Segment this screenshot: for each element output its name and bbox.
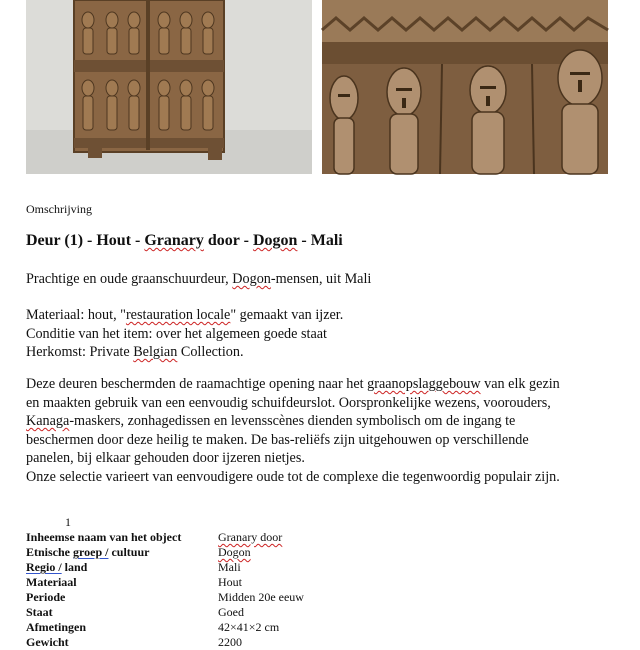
spec-key: Materiaal	[26, 575, 77, 589]
body-l1a: Deze deuren beschermden de raamachtige opening naar het	[26, 376, 368, 392]
spec-row	[26, 560, 304, 575]
spec-key: Regio / land	[26, 560, 88, 574]
intro-part2: Dogon	[232, 271, 271, 287]
title-part1: Deur (1) - Hout -	[26, 232, 145, 249]
body-line-4: beschermen door deze heilig te maken. De bas-reliëfs zijn uitgehouwen op verschillende	[26, 431, 529, 448]
spec-value: Goed	[218, 605, 244, 619]
section-label: Omschrijving	[26, 202, 92, 216]
page-title	[26, 230, 343, 252]
body-l3b: -maskers, zonhagedissen en levensscènes dienden symbolisch om de ingang te	[69, 413, 516, 429]
spec-value: Mali	[218, 560, 241, 574]
spec-value: Hout	[218, 575, 242, 589]
spec-key: Afmetingen	[26, 620, 86, 634]
spec-value: Midden 20e eeuw	[218, 590, 304, 604]
intro-paragraph	[26, 270, 616, 289]
meta-paragraph	[26, 306, 616, 362]
material-c: " gemaakt van ijzer.	[230, 307, 344, 323]
spec-value: 42×41×2 cm	[218, 620, 280, 634]
page-number: 1	[65, 515, 71, 529]
material-b: restauration locale	[125, 307, 231, 323]
body-line-3	[26, 412, 616, 431]
spec-row	[26, 590, 304, 605]
title-part3: door -	[203, 232, 253, 249]
title-part5: - Mali	[297, 232, 343, 249]
spec-row	[26, 545, 304, 560]
spec-row	[26, 530, 304, 545]
title-part4: Dogon	[252, 232, 298, 249]
door-detail-illustration	[322, 0, 608, 174]
body-line-6: Onze selectie varieert van eenvoudigere oude tot de complexe die tegenwoordig populair zijn.	[26, 468, 560, 485]
spec-row	[26, 605, 304, 620]
body-line-5: panelen, bij elkaar gehouden door ijzeren nietjes.	[26, 450, 305, 466]
spec-key-part: groep /	[73, 545, 109, 559]
spec-key: Staat	[26, 605, 53, 619]
door-detail-photo	[322, 0, 608, 174]
spec-table	[26, 530, 304, 650]
body-l3a: Kanaga	[26, 413, 70, 429]
door-photo-illustration	[26, 0, 312, 174]
spec-key: Inheemse naam van het object	[26, 530, 182, 544]
door-photo	[26, 0, 312, 174]
origin-a: Herkomst: Private	[26, 344, 134, 360]
body-paragraph	[26, 375, 616, 486]
spec-value: 2200	[218, 635, 242, 649]
body-l1b: graanopslaggebouw	[367, 376, 481, 392]
material-a: Materiaal: hout, "	[26, 307, 126, 323]
spec-row	[26, 635, 304, 650]
spec-key: Etnische groep / cultuur	[26, 545, 150, 559]
spec-row	[26, 620, 304, 635]
intro-line	[26, 270, 616, 289]
spec-value: Dogon	[218, 545, 251, 559]
intro-part1: Prachtige en oude graanschuurdeur,	[26, 271, 233, 287]
origin-c: Collection.	[177, 344, 244, 360]
spec-value: Granary door	[218, 530, 283, 544]
spec-key-part: Regio /	[26, 560, 62, 574]
spec-key: Periode	[26, 590, 66, 604]
body-line-2: en maakten gebruik van een eenvoudig schuifdeurslot. Oorspronkelijke wezens, voorouders,	[26, 394, 551, 411]
origin-line	[26, 343, 616, 362]
origin-b: Belgian	[133, 344, 178, 360]
body-line-1	[26, 375, 616, 394]
spec-key: Gewicht	[26, 635, 69, 649]
body-l1c: van elk gezin	[480, 376, 560, 392]
intro-part3: -mensen, uit Mali	[270, 271, 372, 287]
title-part2: Granary	[144, 232, 204, 249]
spec-row	[26, 575, 304, 590]
material-line	[26, 306, 616, 325]
condition-line: Conditie van het item: over het algemeen goede staat	[26, 325, 327, 342]
